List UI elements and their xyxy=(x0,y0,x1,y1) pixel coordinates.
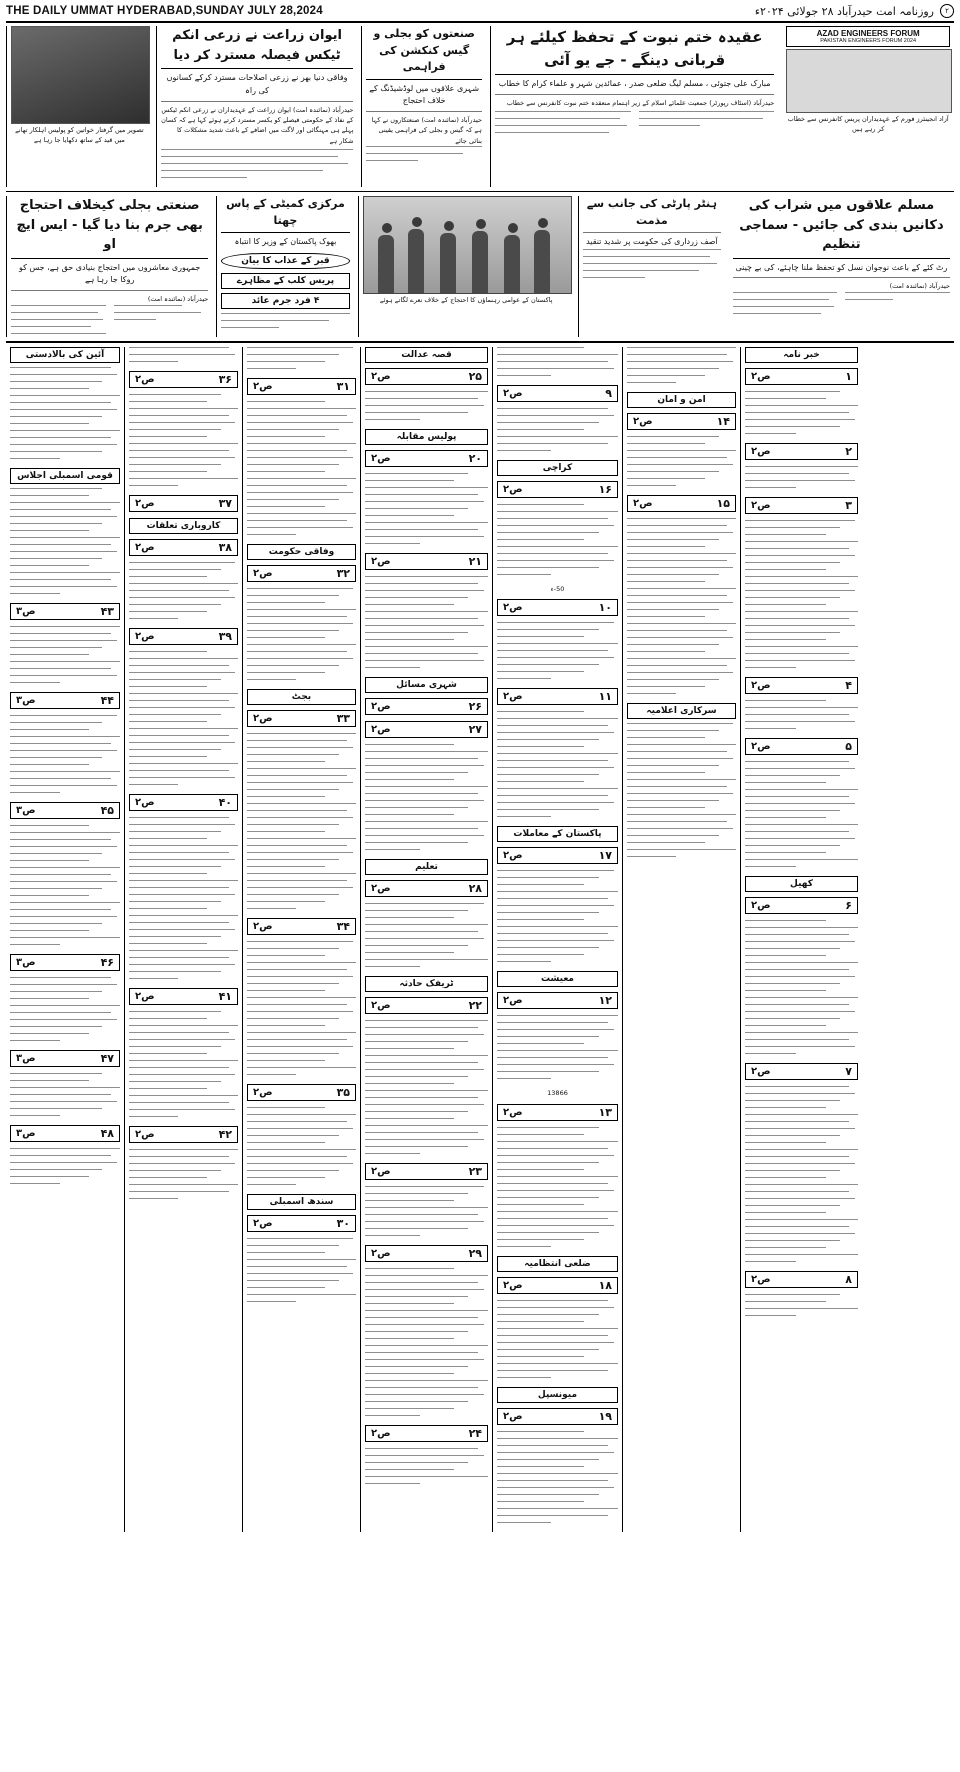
inline-figure: 13866 xyxy=(547,1089,568,1098)
jump-page-label: ص۲ xyxy=(751,1065,771,1077)
section-heading: آئین کی بالادستی xyxy=(10,347,120,363)
jump-number: ۲۲ xyxy=(468,998,482,1012)
section-heading: قومی اسمبلی اجلاس xyxy=(10,468,120,484)
jump-number: ۲۱ xyxy=(468,554,482,568)
section-heading: بجٹ xyxy=(247,689,356,705)
body-text-block xyxy=(365,744,488,850)
jump-page-label: ص۲ xyxy=(135,990,155,1002)
jump-page-label: ص۲ xyxy=(751,899,771,911)
jump-number: ۱۸ xyxy=(598,1278,612,1292)
jump-page-label: ص۲ xyxy=(503,850,523,862)
continuation-jump[interactable] xyxy=(365,1163,488,1180)
section-heading: تعلیم xyxy=(365,859,488,875)
continuation-jump[interactable] xyxy=(247,710,356,727)
body-text-block xyxy=(745,391,858,434)
body-text-block xyxy=(129,394,238,486)
continuation-jump[interactable] xyxy=(247,565,356,582)
continuation-jump[interactable] xyxy=(365,997,488,1014)
continuation-jump[interactable] xyxy=(745,368,858,385)
band2-right-story xyxy=(729,196,954,337)
story3-note: حیدرآباد (نمائندہ امت) صنعتکاروں نے کہا ہے کہ گیس و بجلی کی فراہمی یقینی بنائی جائے xyxy=(371,116,482,145)
band2-right-sub: رٹ کئے کے باعث نوجوان نسل کو تحفظ ملنا چاہئے، کی بے چینی xyxy=(735,262,948,272)
jump-number: ۳۸ xyxy=(218,540,232,554)
section-heading: پاکستان کے معاملات xyxy=(497,826,618,842)
continuation-jump[interactable] xyxy=(745,497,858,514)
jump-page-label: ص۳ xyxy=(16,1127,36,1139)
jump-number: ۲۰ xyxy=(468,451,482,465)
body-text-block xyxy=(365,903,488,967)
continuation-jump[interactable] xyxy=(129,495,238,512)
body-text-block xyxy=(745,466,858,488)
body-text-block xyxy=(365,576,488,668)
body-text-block xyxy=(497,1431,618,1523)
body-text-block xyxy=(497,1300,618,1378)
continuation-jump[interactable] xyxy=(247,1084,356,1101)
top-story-1 xyxy=(156,26,358,187)
jump-page-label: ص۲ xyxy=(135,630,155,642)
body-text-block xyxy=(497,1127,618,1247)
forum-banner xyxy=(786,26,950,47)
continuation-jump[interactable] xyxy=(365,1425,488,1442)
section-heading: ٹریفک حادثہ xyxy=(365,976,488,992)
body-text-block xyxy=(627,436,736,486)
story3-sub: شہری علاقوں میں لوڈشیڈنگ کے خلاف احتجاج xyxy=(369,83,480,106)
body-text-block xyxy=(365,1448,488,1484)
body-text-block xyxy=(129,1011,238,1117)
jump-page-label: ص۲ xyxy=(503,1279,523,1291)
photo-caption-left: تصویر میں گرفتار خواتین کو پولیس اہلکار تھانے میں قید کے ساتھ دکھایا جا رہا ہے xyxy=(15,126,144,144)
jump-page-label: ص۲ xyxy=(751,370,771,382)
jump-number: ۱۳ xyxy=(598,1105,612,1119)
masthead xyxy=(6,4,954,23)
body-text-block xyxy=(365,391,488,420)
body-text-block xyxy=(745,520,858,668)
jump-number: ۲۵ xyxy=(468,369,482,383)
jump-number: ۴۱ xyxy=(218,989,232,1003)
jump-number: ۱۱ xyxy=(598,690,612,704)
masthead-title-en: THE DAILY UMMAT HYDERABAD,SUNDAY JULY 28,2024 xyxy=(6,5,323,17)
continuation-jump[interactable] xyxy=(10,1125,120,1142)
jump-page-label: ص۲ xyxy=(371,370,391,382)
band2-small-sub: آصف زرداری کی حکومت پر شدید تنقید xyxy=(586,237,718,247)
section-heading: خبر نامہ xyxy=(745,347,858,363)
body-text-block xyxy=(745,700,858,729)
story2-lines xyxy=(495,111,774,137)
section-heading: قصہ عدالت xyxy=(365,347,488,363)
jump-page-label: ص۲ xyxy=(135,541,155,553)
band2-small-headline: ہنٹر پارٹی کی جانب سے مذمت xyxy=(586,197,717,227)
jump-number: ۲۳ xyxy=(468,1164,482,1178)
band2-mid-box2: پریس کلب کے مظاہرے xyxy=(221,273,349,289)
continuation-jump[interactable] xyxy=(497,847,618,864)
band2-left-lines xyxy=(11,305,208,335)
col-6 xyxy=(622,347,740,1532)
body-text-block xyxy=(247,733,356,909)
jump-page-label: ص۲ xyxy=(751,740,771,752)
jump-number: ۲ xyxy=(845,444,852,458)
body-text-block xyxy=(10,825,120,945)
jump-number: ۲۶ xyxy=(468,699,482,713)
band2-mid-sub: بھوک پاکستان کے وزیر کا انتباہ xyxy=(234,237,337,247)
jump-number: ۴۶ xyxy=(100,955,114,969)
body-text-block xyxy=(497,870,618,962)
jump-number: ۲۴ xyxy=(468,1426,482,1440)
continuation-jump[interactable] xyxy=(745,738,858,755)
section-heading: کاروباری تعلقات xyxy=(129,518,238,534)
story3-headline: صنعتوں کو بجلی و گیس کنکشن کی فراہمی xyxy=(373,27,475,73)
jump-number: ۳ xyxy=(845,498,852,512)
body-text-block xyxy=(247,588,356,680)
jump-page-label: ص۲ xyxy=(371,1165,391,1177)
story1-body: حیدرآباد (نمائندہ امت) ایوان زراعت کے عہدیداران نے زرعی انکم ٹیکس کے نفاذ کے حکومتی فیصلے کو یکسر مسترد کرتے ہوئے کہا ہے کہ کسان پہلے ہی مہنگائی اور لاگت میں اضافے کے باعث شدید مشکلات کا شکار ہے xyxy=(161,105,354,145)
section-heading: امن و امان xyxy=(627,392,736,408)
continuation-jump[interactable] xyxy=(745,1271,858,1288)
continuation-jump[interactable] xyxy=(129,1126,238,1143)
section-heading: پولیس مقابلہ xyxy=(365,429,488,445)
jump-page-label: ص۲ xyxy=(371,999,391,1011)
jump-number: ۱۲ xyxy=(598,994,612,1008)
jump-page-label: ص۲ xyxy=(503,387,523,399)
body-text-block xyxy=(129,347,238,362)
continuation-jump[interactable] xyxy=(365,698,488,715)
body-text-block xyxy=(247,347,356,369)
body-text-block xyxy=(745,761,858,867)
band2-left-sub: جمہوری معاشروں میں احتجاج بنیادی حق ہے، جس کو روکا جا رہا ہے xyxy=(18,262,201,285)
body-text-block xyxy=(247,401,356,535)
continuation-jump[interactable] xyxy=(10,954,120,971)
jump-page-label: ص۲ xyxy=(371,1247,391,1259)
body-text-block xyxy=(497,408,618,451)
jump-page-label: ص۲ xyxy=(503,691,523,703)
jump-page-label: ص۲ xyxy=(253,1217,273,1229)
story2-sub: حیدرآباد (اسٹاف رپورٹر) جمعیت علمائے اسلام کے زیر اہتمام منعقدہ ختم نبوت کانفرنس سے خطاب xyxy=(506,98,775,107)
page-number-badge: ۲ xyxy=(940,4,954,18)
top-press-conference-cell xyxy=(782,26,954,187)
body-text-block xyxy=(745,1294,858,1316)
body-text-block xyxy=(10,626,120,683)
photo-detained-women xyxy=(11,26,150,124)
continuation-jump[interactable] xyxy=(365,553,488,570)
body-text-block xyxy=(10,715,120,793)
body-text-block xyxy=(10,1073,120,1116)
body-text-block xyxy=(10,488,120,594)
body-text-block xyxy=(497,504,618,575)
body-text-block xyxy=(10,367,120,459)
jump-number: ۸ xyxy=(845,1272,852,1286)
forum-name: AZAD ENGINEERS FORUM xyxy=(816,29,920,38)
continuation-jump[interactable] xyxy=(129,988,238,1005)
band2-left-story xyxy=(6,196,212,337)
body-text-block xyxy=(10,977,120,1041)
photo-caption-right: آزاد انجینئرز فورم کے عہدیداران پریس کانفرنس سے خطاب کر رہے ہیں xyxy=(787,115,949,133)
band2-mid-lines xyxy=(221,313,349,328)
body-text-block xyxy=(627,347,736,383)
continuation-jump[interactable] xyxy=(10,692,120,709)
jump-page-label: ص۲ xyxy=(751,679,771,691)
jump-page-label: ص۲ xyxy=(135,373,155,385)
story1-body-lines xyxy=(161,149,354,178)
jump-page-label: ص۲ xyxy=(253,712,273,724)
continuation-jump[interactable] xyxy=(10,603,120,620)
band2-right-byline: حیدرآباد (نمائندہ امت) xyxy=(889,282,950,291)
jump-page-label: ص۲ xyxy=(751,445,771,457)
jump-number: ۳۵ xyxy=(336,1085,350,1099)
body-text-block xyxy=(365,1020,488,1154)
top-photo-cell-left xyxy=(6,26,152,187)
band2-right-headline: مسلم علاقوں میں شراب کی دکانیں بندی کی جائیں - سماجی تنظیم xyxy=(739,198,944,253)
jump-number: ۳۱ xyxy=(336,379,350,393)
second-band xyxy=(6,192,954,343)
section-heading: سرکاری اعلامیہ xyxy=(627,703,736,719)
jump-number: ۲۷ xyxy=(468,722,482,736)
section-heading: معیشت xyxy=(497,971,618,987)
section-heading: وفاقی حکومت xyxy=(247,544,356,560)
jump-number: ۳۰ xyxy=(336,1216,350,1230)
photo-press-conference xyxy=(786,49,952,113)
jump-number: ۹ xyxy=(605,386,612,400)
band2-small-story xyxy=(578,196,725,337)
story2-headline: عقیدہ ختم نبوت کے تحفظ کیلئے ہر قربانی دینگے - جے یو آئی xyxy=(506,28,763,69)
jump-page-label: ص۲ xyxy=(135,497,155,509)
jump-number: ۲۸ xyxy=(468,881,482,895)
jump-page-label: ص۲ xyxy=(633,415,653,427)
continuation-jump[interactable] xyxy=(497,992,618,1009)
body-text-block xyxy=(129,562,238,619)
story1-headline: ایوان زراعت نے زرعی انکم ٹیکس فیصلہ مسترد کر دیا xyxy=(172,28,342,63)
jump-number: ۱۹ xyxy=(598,1409,612,1423)
continuation-jump[interactable] xyxy=(745,443,858,460)
jump-number: ۲۹ xyxy=(468,1246,482,1260)
body-text-block xyxy=(129,817,238,979)
jump-number: ۴۵ xyxy=(100,803,114,817)
continuation-jump[interactable] xyxy=(365,368,488,385)
main-column-grid xyxy=(6,347,954,1532)
body-text-block xyxy=(365,473,488,544)
jump-number: ۳۹ xyxy=(218,629,232,643)
col-2 xyxy=(124,347,242,1532)
continuation-jump[interactable] xyxy=(745,677,858,694)
body-text-block xyxy=(10,1148,120,1184)
jump-page-label: ص۲ xyxy=(503,602,523,614)
continuation-jump[interactable] xyxy=(497,385,618,402)
body-text-block xyxy=(497,711,618,817)
body-text-block xyxy=(745,1086,858,1262)
jump-page-label: ص۲ xyxy=(371,723,391,735)
col-7 xyxy=(740,347,862,1532)
body-text-block xyxy=(247,1107,356,1185)
continuation-jump[interactable] xyxy=(627,495,736,512)
jump-page-label: ص۲ xyxy=(751,499,771,511)
body-text-block xyxy=(627,723,736,857)
jump-number: ۶ xyxy=(845,898,852,912)
masthead-title-ur xyxy=(755,4,954,18)
band2-mid-story xyxy=(216,196,353,337)
section-heading: ضلعی انتظامیہ xyxy=(497,1256,618,1272)
jump-number: ۳۲ xyxy=(336,566,350,580)
continuation-jump[interactable] xyxy=(627,413,736,430)
continuation-jump[interactable] xyxy=(365,450,488,467)
section-heading: میونسپل xyxy=(497,1387,618,1403)
jump-number: ۷ xyxy=(845,1064,852,1078)
band2-left-headline: صنعتی بجلی کیخلاف احتجاج بھی جرم بنا دیا گیا - ایس ایچ او xyxy=(16,198,203,253)
continuation-jump[interactable] xyxy=(10,1050,120,1067)
story2-kicker: مبارک علی جتوئی ، مسلم لیگ ضلعی صدر ، عمائدین شہر و علماء کرام کا خطاب xyxy=(498,79,771,88)
continuation-jump[interactable] xyxy=(497,1408,618,1425)
jump-page-label: ص۲ xyxy=(253,380,273,392)
jump-page-label: ص۲ xyxy=(503,995,523,1007)
body-text-block xyxy=(365,1186,488,1236)
band2-photo-cell xyxy=(358,196,574,337)
band2-mid-headline: مرکزی کمیٹی کے پاس چھتا xyxy=(226,197,345,227)
jump-page-label: ص۳ xyxy=(16,956,36,968)
jump-number: ۳۷ xyxy=(218,496,232,510)
section-heading: کھیل xyxy=(745,876,858,892)
top-band xyxy=(6,26,954,192)
continuation-jump[interactable] xyxy=(247,1215,356,1232)
band2-mid-box3: ۴ فرد جرم عائد xyxy=(221,293,349,309)
jump-number: ۱ xyxy=(845,369,852,383)
masthead-title-ur-text: روزنامہ امت حیدرآباد ۲۸ جولائی ۲۰۲۴ء xyxy=(754,4,934,18)
continuation-jump[interactable] xyxy=(129,371,238,388)
story1-kicker: وفاقی دنیا بھر نے زرعی اصلاحات مسترد کرکے کسانوں کی راہ xyxy=(166,73,348,95)
photo-protest-group xyxy=(363,196,572,294)
continuation-jump[interactable] xyxy=(247,378,356,395)
body-text-block xyxy=(627,518,736,694)
body-text-block xyxy=(497,347,618,376)
continuation-jump[interactable] xyxy=(10,802,120,819)
jump-number: ۴۲ xyxy=(218,1127,232,1141)
top-story-2 xyxy=(490,26,778,187)
jump-page-label: ص۲ xyxy=(135,1128,155,1140)
body-text-block xyxy=(497,622,618,679)
jump-page-label: ص۳ xyxy=(16,694,36,706)
body-text-block xyxy=(247,1238,356,1302)
continuation-jump[interactable] xyxy=(129,628,238,645)
jump-number: ۱۶ xyxy=(598,482,612,496)
inline-figure: 50-ء xyxy=(550,584,565,593)
jump-page-label: ص۲ xyxy=(371,555,391,567)
jump-number: ۴۰ xyxy=(218,795,232,809)
jump-page-label: ص۲ xyxy=(371,700,391,712)
body-text-block xyxy=(745,920,858,1054)
jump-number: ۱۷ xyxy=(598,849,612,863)
col-4 xyxy=(360,347,492,1532)
jump-page-label: ص۲ xyxy=(751,1273,771,1285)
continuation-jump[interactable] xyxy=(497,599,618,616)
col-3 xyxy=(242,347,360,1532)
jump-page-label: ص۲ xyxy=(503,1410,523,1422)
band2-right-lines xyxy=(733,292,950,315)
section-heading: کراچی xyxy=(497,460,618,476)
continuation-jump[interactable] xyxy=(497,1277,618,1294)
jump-page-label: ص۲ xyxy=(503,483,523,495)
section-heading: سندھ اسمبلی xyxy=(247,1194,356,1210)
jump-page-label: ص۳ xyxy=(16,804,36,816)
jump-number: ۳۳ xyxy=(336,711,350,725)
continuation-jump[interactable] xyxy=(129,794,238,811)
jump-number: ۳۶ xyxy=(218,372,232,386)
jump-page-label: ص۲ xyxy=(503,1106,523,1118)
section-heading: شہری مسائل xyxy=(365,677,488,693)
photo-caption-protest: پاکستان کے عوامی رہنماؤں کا احتجاج کے خلاف نعرے لگاتے ہوئے xyxy=(379,296,553,305)
body-text-block xyxy=(129,651,238,785)
jump-page-label: ص۲ xyxy=(371,1427,391,1439)
jump-page-label: ص۲ xyxy=(253,567,273,579)
jump-number: ۱۰ xyxy=(598,601,612,615)
jump-number: ۴۴ xyxy=(100,693,114,707)
jump-page-label: ص۳ xyxy=(16,1052,36,1064)
continuation-jump[interactable] xyxy=(365,880,488,897)
body-text-block xyxy=(497,1015,618,1079)
col-5 xyxy=(492,347,622,1532)
jump-number: ۵ xyxy=(845,739,852,753)
band2-left-byline: حیدرآباد (نمائندہ امت) xyxy=(147,295,209,304)
jump-page-label: ص۲ xyxy=(371,452,391,464)
continuation-jump[interactable] xyxy=(497,481,618,498)
jump-number: ۴۳ xyxy=(100,604,114,618)
body-text-block xyxy=(365,1268,488,1416)
continuation-jump[interactable] xyxy=(129,539,238,556)
jump-page-label: ص۳ xyxy=(16,605,36,617)
jump-number: ۱۵ xyxy=(716,496,730,510)
continuation-jump[interactable] xyxy=(745,1063,858,1080)
top-story-3 xyxy=(361,26,486,187)
body-text-block xyxy=(129,1149,238,1199)
story3-lines xyxy=(366,146,482,161)
continuation-jump[interactable] xyxy=(365,1245,488,1262)
continuation-jump[interactable] xyxy=(497,1104,618,1121)
col-1 xyxy=(6,347,124,1532)
jump-number: ۱۴ xyxy=(716,414,730,428)
continuation-jump[interactable] xyxy=(745,897,858,914)
continuation-jump[interactable] xyxy=(247,918,356,935)
jump-page-label: ص۲ xyxy=(135,796,155,808)
band2-small-lines xyxy=(583,249,721,278)
band2-mid-box1: قبر کے عذاب کا بیان xyxy=(221,253,349,269)
jump-page-label: ص۲ xyxy=(253,920,273,932)
jump-number: ۴ xyxy=(845,678,852,692)
body-text-block xyxy=(247,941,356,1075)
continuation-jump[interactable] xyxy=(497,688,618,705)
jump-number: ۴۸ xyxy=(100,1126,114,1140)
jump-page-label: ص۲ xyxy=(253,1086,273,1098)
forum-sub: PAKISTAN ENGINEERS FORUM 2024 xyxy=(820,38,917,44)
jump-page-label: ص۲ xyxy=(371,882,391,894)
jump-number: ۴۷ xyxy=(100,1051,114,1065)
jump-page-label: ص۲ xyxy=(633,497,653,509)
continuation-jump[interactable] xyxy=(365,721,488,738)
jump-number: ۳۴ xyxy=(336,919,350,933)
